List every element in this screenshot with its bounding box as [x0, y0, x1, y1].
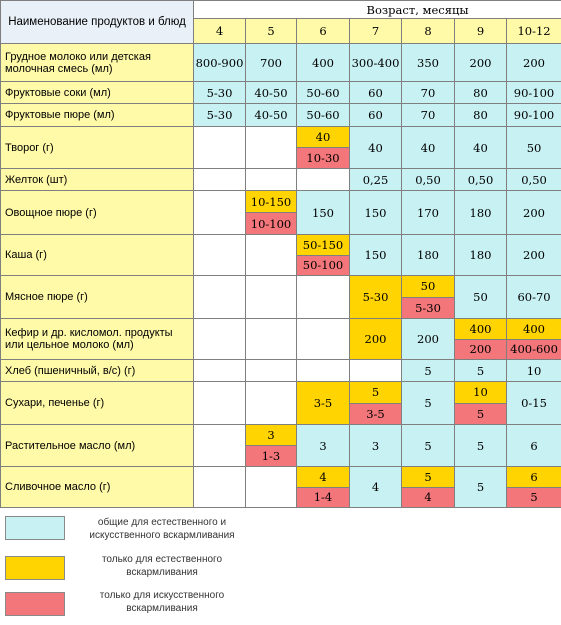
table-cell: 200	[507, 191, 561, 235]
legend-text-common: общие для естественного и искусственного вскармливания	[89, 517, 235, 541]
split-cell	[297, 467, 350, 508]
table-cell	[194, 191, 246, 235]
row-name: Кефир и др. кисломол. продукты или цельное молоко (мл)	[1, 319, 194, 360]
table-cell: 800-900	[194, 44, 246, 82]
table-cell: 150	[350, 191, 402, 235]
split-cell	[507, 467, 561, 508]
table-cell: 60-70	[507, 276, 561, 319]
artificial-value: 200	[455, 340, 506, 360]
legend-swatch-common	[5, 516, 65, 540]
month-header: 8	[402, 19, 455, 44]
natural-value: 400	[507, 319, 561, 340]
table-cell: 3-5	[297, 382, 350, 425]
table-cell	[297, 169, 350, 191]
artificial-value: 10-30	[297, 148, 349, 168]
table-cell: 5-30	[194, 82, 246, 104]
split-cell	[246, 425, 297, 467]
artificial-value: 400-600	[507, 340, 561, 360]
table-cell: 50-60	[297, 104, 350, 127]
natural-value: 50-150	[297, 235, 349, 256]
table-cell	[350, 360, 402, 382]
table-cell: 180	[455, 235, 507, 276]
table-cell: 300-400	[350, 44, 402, 82]
table-cell: 5	[455, 360, 507, 382]
row-name: Сливочное масло (г)	[1, 467, 194, 508]
table-cell: 0,50	[402, 169, 455, 191]
month-header: 4	[194, 19, 246, 44]
split-cell	[455, 382, 507, 425]
table-cell: 400	[297, 44, 350, 82]
table-cell: 170	[402, 191, 455, 235]
month-header: 9	[455, 19, 507, 44]
row-name: Мясное пюре (г)	[1, 276, 194, 319]
table-cell: 350	[402, 44, 455, 82]
artificial-value: 5	[455, 404, 506, 425]
artificial-value: 3-5	[350, 404, 401, 425]
table-cell: 4	[350, 467, 402, 508]
table-row	[1, 360, 561, 382]
table-cell: 70	[402, 82, 455, 104]
table-cell: 200	[455, 44, 507, 82]
table-cell: 60	[350, 104, 402, 127]
split-cell	[507, 319, 561, 360]
legend-text-natural: только для естественного вскармливания	[101, 554, 223, 578]
table-cell	[246, 235, 297, 276]
table-cell: 6	[507, 425, 561, 467]
table-cell	[194, 425, 246, 467]
split-cell	[297, 127, 350, 169]
table-cell: 200	[507, 44, 561, 82]
row-name: Желток (шт)	[1, 169, 194, 191]
legend-text-artificial: только для искусственного вскармливания	[99, 590, 225, 614]
table-cell: 200	[350, 319, 402, 360]
table-cell: 50	[507, 127, 561, 169]
table-cell: 90-100	[507, 82, 561, 104]
table-cell	[194, 235, 246, 276]
table-row	[1, 82, 561, 104]
table-cell: 40-50	[246, 104, 297, 127]
table-cell: 200	[507, 235, 561, 276]
legend-swatch-natural	[5, 556, 65, 580]
table-cell: 3	[350, 425, 402, 467]
natural-value: 40	[297, 127, 349, 148]
artificial-value: 1-3	[246, 446, 296, 466]
table-cell: 0,25	[350, 169, 402, 191]
table-cell: 0,50	[455, 169, 507, 191]
header-age: Возраст, месяцы	[194, 1, 561, 19]
table-row	[1, 276, 561, 319]
month-header: 5	[246, 19, 297, 44]
table-cell: 3	[297, 425, 350, 467]
table-cell: 5	[402, 382, 455, 425]
natural-value: 5	[402, 467, 454, 488]
table-cell: 50	[455, 276, 507, 319]
artificial-value: 5-30	[402, 298, 454, 319]
row-name: Каша (г)	[1, 235, 194, 276]
table-cell: 60	[350, 82, 402, 104]
table-cell	[194, 360, 246, 382]
table-cell: 180	[455, 191, 507, 235]
row-name: Фруктовые соки (мл)	[1, 82, 194, 104]
split-cell	[246, 191, 297, 235]
row-name: Фруктовые пюре (мл)	[1, 104, 194, 127]
artificial-value: 4	[402, 488, 454, 508]
table-row	[1, 104, 561, 127]
table-cell: 50-60	[297, 82, 350, 104]
table-cell: 10	[507, 360, 561, 382]
table-cell	[194, 382, 246, 425]
row-name: Сухари, печенье (г)	[1, 382, 194, 425]
split-cell	[402, 276, 455, 319]
table-cell: 180	[402, 235, 455, 276]
natural-value: 50	[402, 276, 454, 298]
table-cell	[194, 169, 246, 191]
legend-swatch-artificial	[5, 592, 65, 616]
artificial-value: 10-100	[246, 213, 296, 234]
split-cell	[402, 467, 455, 508]
artificial-value: 5	[507, 488, 561, 508]
table-cell: 150	[297, 191, 350, 235]
table-cell	[246, 382, 297, 425]
artificial-value: 1-4	[297, 488, 349, 508]
table-cell: 5	[402, 360, 455, 382]
table-cell	[194, 319, 246, 360]
table-cell: 90-100	[507, 104, 561, 127]
row-name: Грудное молоко или детская молочная смесь (мл)	[1, 44, 194, 82]
month-header: 6	[297, 19, 350, 44]
table-cell	[246, 467, 297, 508]
table-cell: 150	[350, 235, 402, 276]
natural-value: 4	[297, 467, 349, 488]
table-row	[1, 44, 561, 82]
table-cell	[297, 276, 350, 319]
table-row	[1, 169, 561, 191]
natural-value: 3	[246, 425, 296, 446]
table-cell	[246, 169, 297, 191]
table-cell: 80	[455, 82, 507, 104]
table-cell: 40	[402, 127, 455, 169]
table-cell: 5-30	[350, 276, 402, 319]
table-cell: 5	[455, 467, 507, 508]
natural-value: 10	[455, 382, 506, 404]
row-name: Овощное пюре (г)	[1, 191, 194, 235]
table-cell: 40-50	[246, 82, 297, 104]
table-row	[1, 191, 561, 235]
split-cell	[297, 235, 350, 276]
table-cell	[246, 319, 297, 360]
table-cell: 70	[402, 104, 455, 127]
row-name: Хлеб (пшеничный, в/с) (г)	[1, 360, 194, 382]
table-cell: 200	[402, 319, 455, 360]
split-cell	[455, 319, 507, 360]
table-cell: 5	[402, 425, 455, 467]
table-cell: 5-30	[194, 104, 246, 127]
month-header: 10-12	[507, 19, 561, 44]
table-cell: 0,50	[507, 169, 561, 191]
table-cell	[246, 360, 297, 382]
natural-value: 6	[507, 467, 561, 488]
table-cell: 0-15	[507, 382, 561, 425]
table-cell	[194, 127, 246, 169]
row-name: Растительное масло (мл)	[1, 425, 194, 467]
table-row	[1, 425, 561, 467]
table-row	[1, 467, 561, 508]
table-cell: 40	[350, 127, 402, 169]
table-cell	[194, 467, 246, 508]
natural-value: 400	[455, 319, 506, 340]
natural-value: 10-150	[246, 191, 296, 213]
table-cell	[194, 276, 246, 319]
split-cell	[350, 382, 402, 425]
table-cell: 5	[455, 425, 507, 467]
table-row	[1, 235, 561, 276]
natural-value: 5	[350, 382, 401, 404]
row-name: Творог (г)	[1, 127, 194, 169]
table-cell: 40	[455, 127, 507, 169]
table-cell	[297, 360, 350, 382]
month-header: 7	[350, 19, 402, 44]
table-row	[1, 319, 561, 360]
table-cell	[297, 319, 350, 360]
table-cell: 80	[455, 104, 507, 127]
table-row	[1, 127, 561, 169]
artificial-value: 50-100	[297, 256, 349, 276]
table-cell: 700	[246, 44, 297, 82]
table-cell	[246, 276, 297, 319]
table-cell	[246, 127, 297, 169]
table-row	[1, 382, 561, 425]
header-products: Наименование продуктов и блюд	[1, 1, 194, 44]
